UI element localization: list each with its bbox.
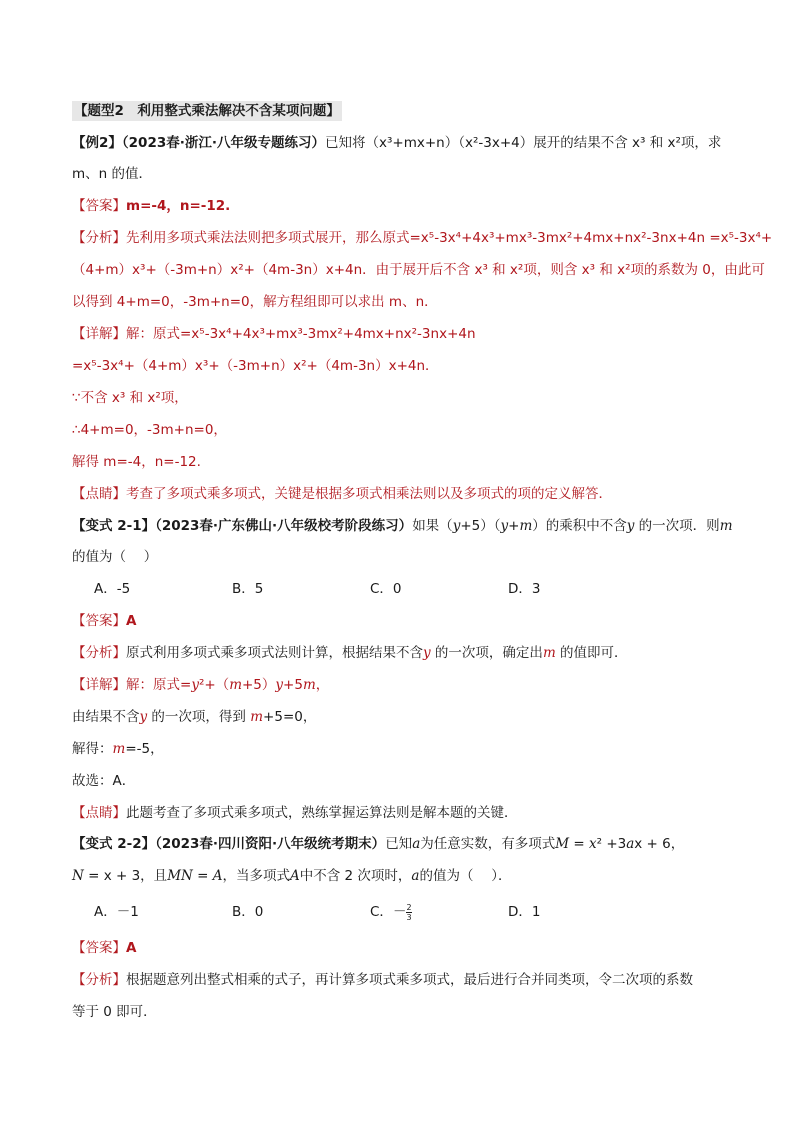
- example-detail-2: =x⁵-3x⁴+（4+m）x³+（-3m+n）x²+（4m-3n）x+4n．: [72, 358, 439, 374]
- variant2-analysis-1: 【分析】根据题意列出整式相乘的式子，再计算多项式乘多项式，最后进行合并同类项，令二次项的系数: [72, 972, 693, 988]
- variant1-stem-line-2: 的值为（ ）: [72, 549, 158, 565]
- option-b: B．0: [232, 904, 264, 920]
- option-c: C．－ $\frac{2}{3}$: [370, 902, 412, 922]
- example-detail-3: ∵不含 x³ 和 x²项，: [72, 390, 188, 406]
- variant2-options: [94, 902, 722, 922]
- fraction: $\frac{2}{3}$: [406, 902, 412, 922]
- example-analysis-2: （4+m）x³+（-3m+n）x²+（4m-3n）x+4n．由于展开后不含 x³ 和 x²项，则含 x³ 和 x²项的系数为 0，由此可: [72, 262, 765, 278]
- option-d: D．1: [508, 904, 541, 920]
- variant1-options: [94, 579, 722, 599]
- option-b: B．5: [232, 581, 264, 597]
- variant1-answer: 【答案】A: [72, 613, 137, 629]
- example-comment: 【点睛】考查了多项式乘多项式，关键是根据多项式相乘法则以及多项式的项的定义解答．: [72, 486, 612, 502]
- option-a: A．-5: [94, 581, 131, 597]
- option-c: C．0: [370, 581, 402, 597]
- example-analysis-1: 【分析】先利用多项式乘法法则把多项式展开，那么原式=x⁵-3x⁴+4x³+mx³-3mx²+4mx+nx²-3nx+4n =x⁵-3x⁴+: [72, 230, 773, 246]
- example-answer: 【答案】m=-4，n=-12.: [72, 198, 231, 214]
- variant1-detail-2: 由结果不含y 的一次项，得到 m+5=0，: [72, 709, 317, 725]
- variant1-stem-line-1: 【变式 2-1】（2023春·广东佛山·八年级校考阶段练习）如果（y+5）（y+m）的乘积中不含y 的一次项．则m: [72, 518, 733, 534]
- variant2-stem-line-2: N = x + 3，且MN = A，当多项式A中不含 2 次项时，a的值为（ ）．: [72, 868, 512, 884]
- variant1-detail-3: 解得：m=-5，: [72, 741, 164, 757]
- variant1-detail-1: 【详解】解：原式=y²+（m+5）y+5m，: [72, 677, 330, 693]
- option-a: A．－1: [94, 904, 139, 920]
- variant1-analysis: 【分析】原式利用多项式乘多项式法则计算，根据结果不含y 的一次项，确定出m 的值即可．: [72, 645, 628, 661]
- section-title: 【题型2 利用整式乘法解决不含某项问题】: [74, 103, 340, 119]
- variant1-detail-4: 故选：A．: [72, 773, 136, 789]
- example-detail-5: 解得 m=-4，n=-12.: [72, 454, 201, 470]
- example-detail-4: ∴4+m=0，-3m+n=0，: [72, 422, 227, 438]
- variant1-comment: 【点睛】此题考查了多项式乘多项式，熟练掌握运算法则是解本题的关键．: [72, 805, 518, 821]
- variant2-answer: 【答案】A: [72, 940, 137, 956]
- example-stem-line-2: m、n 的值．: [72, 166, 152, 182]
- example-stem-line-1: 【例2】（2023春·浙江·八年级专题练习）已知将（x³+mx+n）（x²-3x+4）展开的结果不含 x³ 和 x²项，求: [72, 135, 722, 151]
- variant2-analysis-2: 等于 0 即可．: [72, 1004, 157, 1020]
- example-analysis-3: 以得到 4+m=0，-3m+n=0，解方程组即可以求出 m、n．: [72, 294, 438, 310]
- option-d: D．3: [508, 581, 541, 597]
- example-detail-1: 【详解】解：原式=x⁵-3x⁴+4x³+mx³-3mx²+4mx+nx²-3nx+4n: [72, 326, 476, 342]
- variant2-stem-line-1: 【变式 2-2】（2023春·四川资阳·八年级统考期末）已知a为任意实数，有多项式M = x² +3ax + 6，: [72, 836, 685, 852]
